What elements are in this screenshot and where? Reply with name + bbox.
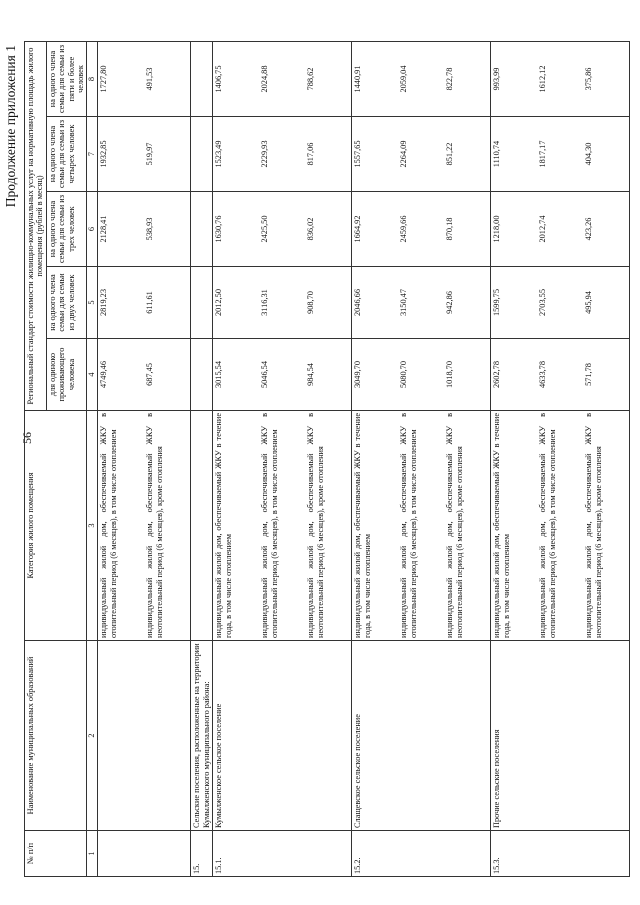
housing-category: индивидуальный жилой дом, обеспечиваемый ЖКУ в отопительный период (6 месяцев), в том числе отоплением [537,411,583,641]
cost-family-3: 538,93 [144,192,191,267]
cost-family-2: 2703,55 [537,267,583,339]
cost-family-4 [191,117,213,192]
cost-family-4: 1817,17 [537,117,583,192]
cost-family-5: 822,78 [444,42,491,117]
cost-family-3: 2459,66 [398,192,444,267]
row-number [583,831,630,877]
municipality-name: Слащевское сельское поселение [352,641,399,831]
cost-family-3: 870,18 [444,192,491,267]
cost-family-5: 491,53 [144,42,191,117]
municipality-name [583,641,630,831]
header-number: № п/п [25,831,87,877]
cost-family-5: 2059,04 [398,42,444,117]
table-row [398,42,444,877]
cost-family-2: 495,94 [583,267,630,339]
cost-family-3: 2425,50 [259,192,305,267]
municipality-name: Прочие сельские поселения [491,641,538,831]
table-row [144,42,191,877]
row-number [259,831,305,877]
cost-family-2: 2046,66 [352,267,399,339]
cost-family-2: 3150,47 [398,267,444,339]
cost-family-3: 1664,92 [352,192,399,267]
housing-category: индивидуальный жилой дом, обеспечиваемый ЖКУ в неотопительный период (6 месяцев), кроме отопления [583,411,630,641]
table-row [305,42,352,877]
cost-family-5: 1727,80 [98,42,145,117]
page-number: 56 [20,432,34,444]
cost-family-5 [191,42,213,117]
housing-cost-standard-table [24,41,630,877]
cost-family-5: 993,99 [491,42,538,117]
table-row [213,42,260,877]
housing-category: индивидуальный жилой дом, обеспечиваемый ЖКУ в течение года, в том числе отоплением [491,411,538,641]
continuation-title: Продолжение приложения 1 [3,45,18,208]
municipality-name: Сельские поселения, расположенные на территории Кумылженского муниципального района: [191,641,213,831]
column-number: 8 [87,42,98,117]
table-row [191,42,213,877]
header-single: для одиноко проживающего человека [46,339,87,411]
cost-family-4: 1110,74 [491,117,538,192]
cost-family-2: 2819,23 [98,267,145,339]
table-row [352,42,399,877]
cost-single: 5046,54 [259,339,305,411]
header-municipality: Наименование муниципальных образований [25,641,87,831]
column-number: 4 [87,339,98,411]
cost-family-3: 2012,74 [537,192,583,267]
cost-family-2: 908,70 [305,267,352,339]
row-number: 15.2. [352,831,399,877]
column-number: 2 [87,641,98,831]
cost-family-3: 1218,00 [491,192,538,267]
cost-family-4: 2229,93 [259,117,305,192]
housing-category: индивидуальный жилой дом, обеспечиваемый ЖКУ в неотопительный период (6 месяцев), кроме отопления [305,411,352,641]
cost-single: 3049,70 [352,339,399,411]
row-number [144,831,191,877]
column-number: 5 [87,267,98,339]
cost-single: 3015,54 [213,339,260,411]
cost-single: 571,78 [583,339,630,411]
municipality-name [305,641,352,831]
cost-family-2: 1599,75 [491,267,538,339]
table-row [491,42,538,877]
cost-family-4: 1932,85 [98,117,145,192]
cost-family-3: 836,02 [305,192,352,267]
municipality-name [537,641,583,831]
header-standard-group: Региональный стандарт стоимости жилищно-коммунальных услуг на нормативную площадь жилого помещения (рублей в месяц) [25,42,47,411]
table-row [259,42,305,877]
municipality-name: Кумылженское сельское поселение [213,641,260,831]
cost-family-4: 519,97 [144,117,191,192]
row-number: 15.1. [213,831,260,877]
municipality-name [259,641,305,831]
row-number [444,831,491,877]
cost-family-4: 1523,49 [213,117,260,192]
cost-family-2: 3116,31 [259,267,305,339]
column-number: 3 [87,411,98,641]
column-number: 7 [87,117,98,192]
row-number: 15.3. [491,831,538,877]
table-row [583,42,630,877]
row-number [398,831,444,877]
cost-family-3: 423,26 [583,192,630,267]
row-number [305,831,352,877]
housing-category: индивидуальный жилой дом, обеспечиваемый ЖКУ в неотопительный период (6 месяцев), кроме отопления [144,411,191,641]
row-number [98,831,145,877]
cost-single: 2602,78 [491,339,538,411]
cost-family-4: 1557,65 [352,117,399,192]
cost-family-3: 1630,76 [213,192,260,267]
cost-single: 984,54 [305,339,352,411]
table-row [444,42,491,877]
cost-family-4: 404,30 [583,117,630,192]
municipality-name [398,641,444,831]
table-row [98,42,145,877]
municipality-name [144,641,191,831]
cost-family-5: 375,86 [583,42,630,117]
cost-family-5: 1612,12 [537,42,583,117]
housing-category [191,411,213,641]
cost-family-2: 611,61 [144,267,191,339]
housing-category: индивидуальный жилой дом, обеспечиваемый ЖКУ в течение года, в том числе отоплением [213,411,260,641]
cost-family-5: 2024,88 [259,42,305,117]
header-family-4: на одного члена семьи для семьи из четырех человек [46,117,87,192]
cost-family-2 [191,267,213,339]
column-number: 1 [87,831,98,877]
housing-category: индивидуальный жилой дом, обеспечиваемый ЖКУ в течение года, в том числе отоплением [352,411,399,641]
cost-family-3 [191,192,213,267]
cost-family-5: 1440,91 [352,42,399,117]
municipality-name [98,641,145,831]
header-category: Категория жилого помещения [25,411,87,641]
table-row [537,42,583,877]
housing-category: индивидуальный жилой дом, обеспечиваемый ЖКУ в отопительный период (6 месяцев), в том числе отоплением [98,411,145,641]
header-family-5: на одного члена семьи для семьи из пяти и более человек [46,42,87,117]
cost-family-3: 2128,41 [98,192,145,267]
row-number: 15. [191,831,213,877]
row-number [537,831,583,877]
cost-single: 4633,78 [537,339,583,411]
column-number: 6 [87,192,98,267]
housing-category: индивидуальный жилой дом, обеспечиваемый ЖКУ в отопительный период (6 месяцев), в том числе отоплением [398,411,444,641]
cost-family-5: 1406,75 [213,42,260,117]
municipality-name [444,641,491,831]
cost-family-2: 2012,50 [213,267,260,339]
housing-category: индивидуальный жилой дом, обеспечиваемый ЖКУ в неотопительный период (6 месяцев), кроме отопления [444,411,491,641]
cost-family-4: 2264,09 [398,117,444,192]
cost-family-2: 942,86 [444,267,491,339]
cost-single [191,339,213,411]
cost-single: 4749,46 [98,339,145,411]
cost-family-5: 788,62 [305,42,352,117]
cost-single: 1018,70 [444,339,491,411]
header-family-2: на одного члена семьи для семьи из двух человек [46,267,87,339]
housing-category: индивидуальный жилой дом, обеспечиваемый ЖКУ в отопительный период (6 месяцев), в том числе отоплением [259,411,305,641]
cost-single: 5080,70 [398,339,444,411]
cost-single: 687,45 [144,339,191,411]
cost-family-4: 817,06 [305,117,352,192]
header-family-3: на одного члена семьи для семьи из трех человек [46,192,87,267]
cost-family-4: 851,22 [444,117,491,192]
